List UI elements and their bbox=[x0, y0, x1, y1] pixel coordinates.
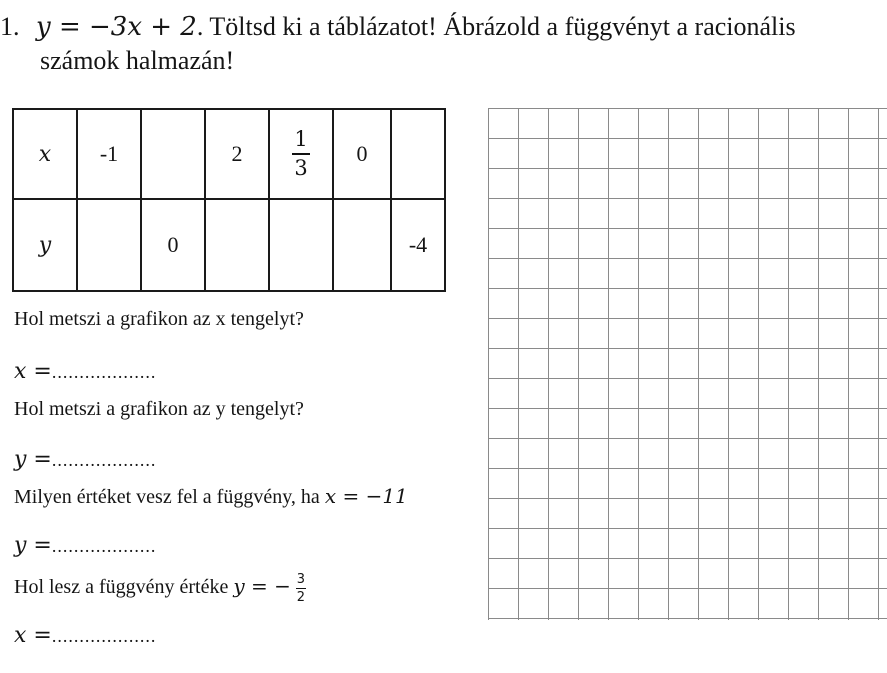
question-2: Hol metszi a grafikon az y tengelyt? bbox=[14, 398, 304, 420]
instruction-text: . Töltsd ki a táblázatot! Ábrázold a függvényt a racionális bbox=[196, 12, 796, 41]
answer-dots: ................... bbox=[51, 362, 157, 382]
answer-variable: x = bbox=[14, 623, 52, 648]
answer-line-4[interactable] bbox=[14, 622, 156, 648]
function-equation: y = −3x + 2 bbox=[36, 12, 197, 42]
answer-variable: y = bbox=[14, 533, 52, 558]
answer-dots: ................... bbox=[51, 626, 157, 646]
header-line-2 bbox=[40, 44, 234, 78]
table-cell[interactable] bbox=[205, 199, 269, 291]
answer-variable: y = bbox=[14, 447, 52, 472]
fraction-numerator: 3 bbox=[296, 572, 306, 587]
answer-line-2[interactable] bbox=[14, 446, 156, 472]
table-cell[interactable] bbox=[391, 109, 445, 199]
table-row-y bbox=[13, 199, 445, 291]
table-row-x bbox=[13, 109, 445, 199]
answer-dots: ................... bbox=[51, 450, 157, 470]
question-3-text: Milyen értéket vesz fel a függvény, ha bbox=[14, 486, 325, 508]
fraction-bar bbox=[292, 153, 310, 155]
table-cell[interactable] bbox=[269, 199, 333, 291]
question-4-fraction bbox=[296, 573, 306, 604]
table-cell[interactable] bbox=[333, 199, 391, 291]
answer-line-1[interactable] bbox=[14, 358, 156, 384]
answer-dots: ................... bbox=[51, 536, 157, 556]
fraction-bar bbox=[296, 588, 306, 589]
table-cell[interactable] bbox=[77, 199, 141, 291]
question-4 bbox=[14, 573, 306, 604]
fraction-numerator: 1 bbox=[294, 127, 308, 151]
answer-line-3[interactable] bbox=[14, 532, 156, 558]
question-3-condition: x = −11 bbox=[324, 484, 408, 508]
answer-variable: x = bbox=[14, 359, 52, 384]
table-row-label-x: x bbox=[13, 109, 77, 199]
fraction-denominator: 2 bbox=[296, 590, 306, 605]
fraction bbox=[291, 129, 310, 179]
table-cell[interactable]: 0 bbox=[141, 199, 205, 291]
table-cell[interactable]: 0 bbox=[333, 109, 391, 199]
table-row-label-y: y bbox=[13, 199, 77, 291]
instruction-text-cont: számok halmazán! bbox=[40, 46, 235, 75]
question-1: Hol metszi a grafikon az x tengelyt? bbox=[14, 308, 304, 330]
table-cell[interactable]: 2 bbox=[205, 109, 269, 199]
graph-grid[interactable] bbox=[488, 108, 887, 620]
table-cell[interactable]: -1 bbox=[77, 109, 141, 199]
header-line-1 bbox=[0, 10, 796, 44]
table-cell-fraction[interactable] bbox=[269, 109, 333, 199]
fraction-denominator: 3 bbox=[294, 156, 308, 180]
question-4-text: Hol lesz a függvény értéke bbox=[14, 576, 234, 599]
exercise-number: 1. bbox=[0, 12, 20, 41]
value-table bbox=[12, 108, 446, 292]
table-cell[interactable]: -4 bbox=[391, 199, 445, 291]
question-4-condition: y = − bbox=[233, 574, 291, 599]
table-cell[interactable] bbox=[141, 109, 205, 199]
question-3 bbox=[14, 484, 408, 509]
